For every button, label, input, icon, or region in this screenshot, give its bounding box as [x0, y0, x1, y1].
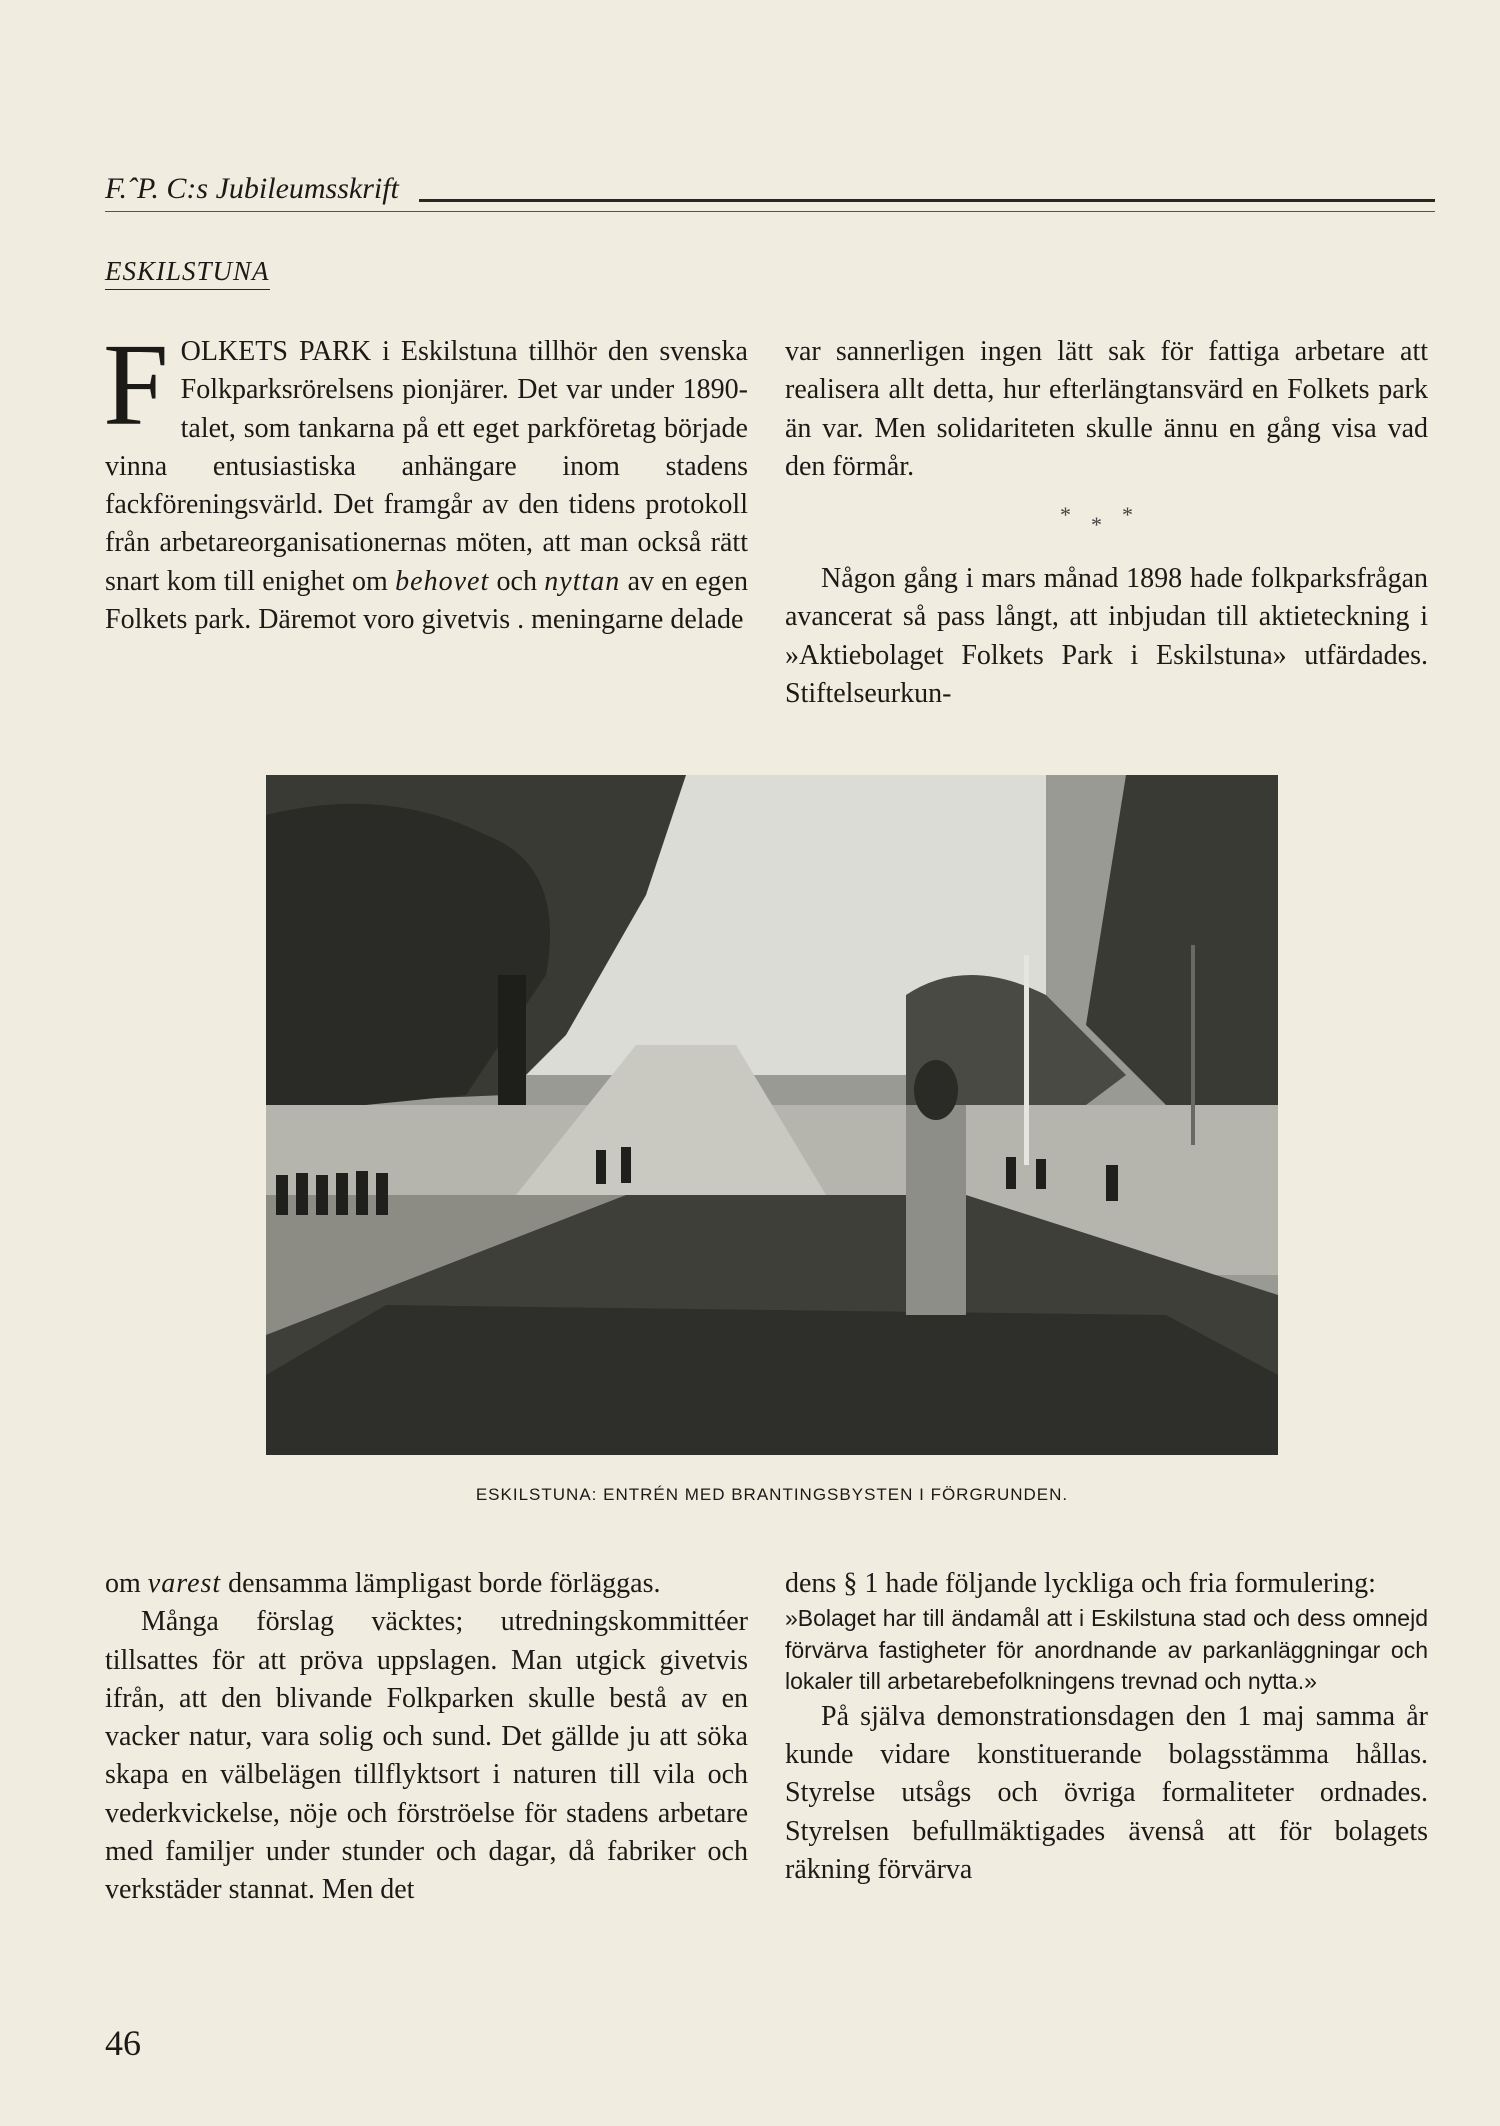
asterisk: *	[1122, 502, 1153, 528]
column-left-top	[103, 319, 748, 639]
emphasis-varest: varest	[147, 1568, 222, 1599]
emphasis-behovet: behovet	[395, 565, 490, 597]
column-right-top	[785, 333, 1428, 713]
running-header	[105, 172, 1435, 206]
asterisk: *	[1060, 502, 1091, 528]
paragraph: På själva demonstrationsdagen den 1 maj samma år kunde vidare konstituerande bolagsstämma hållas. Styrelse utsågs och övriga formaliteter ordnades. Styrelsen befullmäktigades ävenså att för bolagets räkning förvärva	[785, 1700, 1428, 1885]
asterism-separator	[785, 502, 1428, 538]
header-thin-rule	[105, 211, 1435, 212]
photo-illustration	[266, 775, 1278, 1455]
running-title: F.ˆP. C:s Jubileumsskrift	[105, 172, 399, 205]
asterisk: *	[1091, 512, 1122, 538]
paragraph: dens § 1 hade följande lyckliga och fria formulering:	[785, 1568, 1376, 1599]
text: om	[105, 1568, 148, 1599]
drop-cap: F	[103, 319, 169, 450]
intro-lead: OLKETS PARK	[180, 336, 372, 367]
paragraph: Någon gång i mars månad 1898 hade folkparksfrågan avancerat så pass långt, att inbjudan till aktieteckning i »Aktiebolaget Folkets Park i Eskilstuna» utfärdades. Stiftelseurkun-	[785, 563, 1428, 710]
intro-text-1: i Eskilstuna tillhör den svenska Folkparksrörelsens pionjärer. Det var under 1890-talet, som tankarna på ett eget parkföretag började vinna entusiastiska anhängare inom stadens fackföreningsvärld. Det framgår av den tidens protokoll från arbetareorganisationernas möten, att man också rätt snart kom till enighet om	[105, 336, 748, 597]
photo-caption: ESKILSTUNA: ENTRÉN MED BRANTINGSBYSTEN I FÖRGRUNDEN.	[475, 1485, 1069, 1504]
paragraph	[105, 1565, 748, 1603]
header-rule	[419, 199, 1435, 202]
emphasis-nyttan: nyttan	[544, 565, 621, 597]
column-right-bottom	[785, 1565, 1428, 1889]
section-label: ESKILSTUNA	[105, 255, 270, 290]
page-number: 46	[105, 2023, 141, 2063]
text: densamma lämpligast borde förläggas.	[221, 1568, 661, 1599]
paragraph: Många förslag väcktes; utredningskommittéer tillsattes för att pröva uppslagen. Man utgick givetvis ifrån, att den blivande Folkparken skulle bestå av en vacker natur, vara solig och sund. Det gällde ju att söka skapa en välbelägen tillflyktsort i naturen till vila och vederkvickelse, nöje och förströelse för stadens arbetare med familjer under stunder och dagar, då fabriker och verkstäder stannat. Men det	[105, 1606, 748, 1906]
statute-quote: »Bolaget har till ändamål att i Eskilstuna stad och dess omnejd förvärva fastigheter för anordnande av parkanläggningar och lokaler till arbetarebefolkningens trevnad och nytta.»	[785, 1605, 1428, 1695]
photograph-park-entrance	[266, 775, 1278, 1455]
paragraph: var sannerligen ingen lätt sak för fattiga arbetare att realisera allt detta, hur efterlängtansvärd en Folkets park än var. Men solidariteten skulle ännu en gång visa vad den förmår.	[785, 336, 1428, 482]
intro-text-3: av en egen Folkets park. Däremot voro givetvis . meningarne delade	[105, 565, 748, 636]
intro-paragraph	[103, 319, 748, 639]
intro-text-2: och	[489, 565, 545, 597]
column-left-bottom	[105, 1565, 748, 1910]
